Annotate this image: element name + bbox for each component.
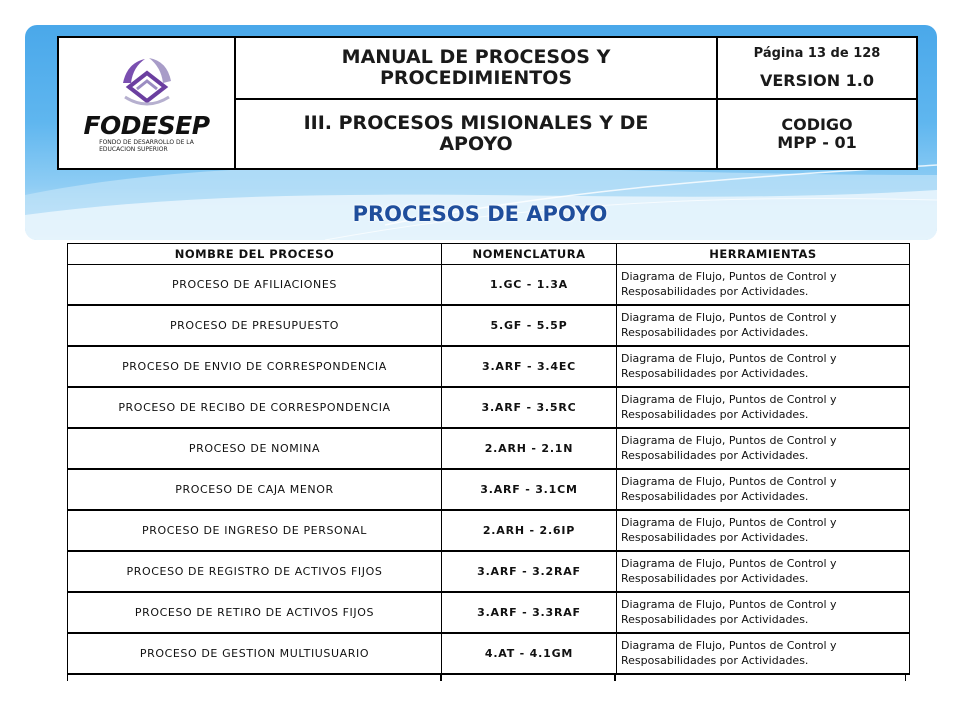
process-name: PROCESO DE NOMINA [68, 428, 442, 469]
process-tools-line-2: Resposabilidades por Actividades. [621, 448, 809, 462]
process-name: PROCESO DE GESTION MULTIUSUARIO [68, 633, 442, 674]
process-name: PROCESO DE ENVIO DE CORRESPONDENCIA [68, 346, 442, 387]
chapter-title-line-1: III. PROCESOS MISIONALES Y DE [303, 112, 649, 135]
process-tools [617, 469, 910, 510]
process-tools-line-1: Diagrama de Flujo, Puntos de Control y [621, 311, 837, 325]
process-tools-line-2: Resposabilidades por Actividades. [621, 284, 809, 298]
process-tools [617, 387, 910, 428]
process-name: PROCESO DE AFILIACIONES [68, 265, 442, 306]
process-name: PROCESO DE RECIBO DE CORRESPONDENCIA [68, 387, 442, 428]
process-code: 4.AT - 4.1GM [442, 633, 617, 674]
table-row [68, 469, 910, 510]
process-name: PROCESO DE CAJA MENOR [68, 469, 442, 510]
logo-subtitle-line-2: EDUCACION SUPERIOR [99, 145, 168, 153]
table-row [68, 387, 910, 428]
code-cell [717, 99, 917, 169]
table-row [68, 551, 910, 592]
process-tools-line-1: Diagrama de Flujo, Puntos de Control y [621, 598, 837, 612]
process-code: 2.ARH - 2.1N [442, 428, 617, 469]
process-tools-line-2: Resposabilidades por Actividades. [621, 489, 809, 503]
process-name: PROCESO DE INGRESO DE PERSONAL [68, 510, 442, 551]
chapter-title-line-2: APOYO [439, 133, 513, 155]
code-label: CODIGO [781, 114, 853, 134]
table-continuation [67, 673, 906, 681]
process-code: 3.ARF - 3.3RAF [442, 592, 617, 633]
process-tools-line-2: Resposabilidades por Actividades. [621, 653, 809, 667]
table-row [68, 592, 910, 633]
process-tools [617, 510, 910, 551]
process-code: 3.ARF - 3.1CM [442, 469, 617, 510]
table-row [68, 346, 910, 387]
process-tools-line-2: Resposabilidades por Actividades. [621, 407, 809, 421]
logo-cell [58, 37, 235, 169]
chapter-title [235, 99, 717, 169]
process-code: 3.ARF - 3.2RAF [442, 551, 617, 592]
process-code: 5.GF - 5.5P [442, 305, 617, 346]
fodesep-logo-icon [115, 53, 179, 111]
logo-subtitle [99, 140, 194, 154]
process-tools [617, 305, 910, 346]
table-row [68, 265, 910, 306]
column-header-name: NOMBRE DEL PROCESO [68, 244, 442, 265]
version-label: VERSION 1.0 [759, 71, 874, 90]
process-tools-line-1: Diagrama de Flujo, Puntos de Control y [621, 270, 837, 284]
process-tools [617, 592, 910, 633]
process-tools-line-2: Resposabilidades por Actividades. [621, 612, 809, 626]
code-value: MPP - 01 [777, 133, 857, 152]
manual-title-line-1: MANUAL DE PROCESOS Y [341, 46, 611, 69]
table-row [68, 305, 910, 346]
process-tools-line-2: Resposabilidades por Actividades. [621, 530, 809, 544]
process-tools-line-1: Diagrama de Flujo, Puntos de Control y [621, 639, 837, 653]
process-tools-line-1: Diagrama de Flujo, Puntos de Control y [621, 516, 837, 530]
process-tools-line-1: Diagrama de Flujo, Puntos de Control y [621, 475, 837, 489]
process-tools-line-1: Diagrama de Flujo, Puntos de Control y [621, 434, 837, 448]
table-row [68, 510, 910, 551]
document-header [57, 36, 918, 170]
table-header-row [68, 244, 910, 265]
table-row [68, 428, 910, 469]
process-tools [617, 346, 910, 387]
table-row [68, 633, 910, 674]
page-version-cell [717, 37, 917, 99]
manual-title-line-2: PROCEDIMIENTOS [379, 67, 573, 89]
process-code: 3.ARF - 3.5RC [442, 387, 617, 428]
process-tools-line-2: Resposabilidades por Actividades. [621, 366, 809, 380]
process-name: PROCESO DE RETIRO DE ACTIVOS FIJOS [68, 592, 442, 633]
process-code: 3.ARF - 3.4EC [442, 346, 617, 387]
process-name: PROCESO DE REGISTRO DE ACTIVOS FIJOS [68, 551, 442, 592]
process-tools-line-2: Resposabilidades por Actividades. [621, 325, 809, 339]
process-tools [617, 551, 910, 592]
section-title: PROCESOS DE APOYO [352, 202, 608, 226]
logo-name: FODESEP [83, 110, 210, 140]
page-number: Página 13 de 128 [753, 46, 881, 61]
processes-table [67, 243, 910, 675]
process-tools-line-1: Diagrama de Flujo, Puntos de Control y [621, 393, 837, 407]
column-header-nomenclature: NOMENCLATURA [442, 244, 617, 265]
process-tools-line-2: Resposabilidades por Actividades. [621, 571, 809, 585]
process-name: PROCESO DE PRESUPUESTO [68, 305, 442, 346]
manual-title [235, 37, 717, 99]
process-tools-line-1: Diagrama de Flujo, Puntos de Control y [621, 557, 837, 571]
process-code: 2.ARH - 2.6IP [442, 510, 617, 551]
process-tools-line-1: Diagrama de Flujo, Puntos de Control y [621, 352, 837, 366]
process-tools [617, 428, 910, 469]
process-tools [617, 633, 910, 674]
column-header-tools: HERRAMIENTAS [617, 244, 910, 265]
process-tools [617, 265, 910, 306]
logo-subtitle-line-1: FONDO DE DESARROLLO DE LA [99, 138, 194, 146]
process-code: 1.GC - 1.3A [442, 265, 617, 306]
